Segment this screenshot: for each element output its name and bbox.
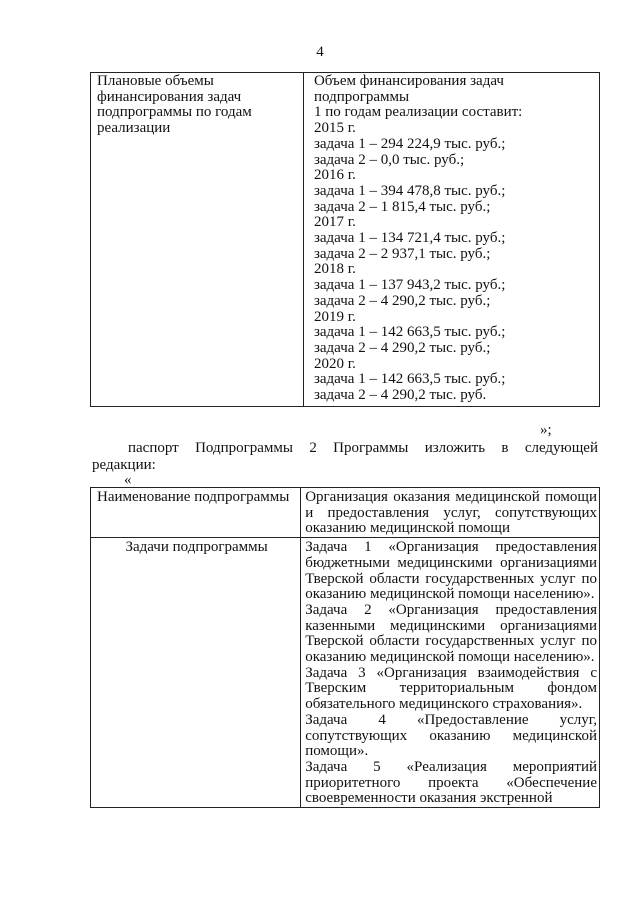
- financing-line: 1 по годам реализации составит:: [313, 104, 523, 121]
- tasks-value: [301, 538, 600, 808]
- task-item: Задача 1 «Организация предоставления бюджетными медицинскими организациями Тверской области государственных услуг по оказанию медицинской помощи населению».: [305, 539, 597, 603]
- financing-line: задача 1 – 294 224,9 тыс. руб.;: [313, 135, 506, 152]
- tasks-label: Задачи подпрограммы: [91, 538, 301, 808]
- name-label: Наименование подпрограммы: [91, 488, 301, 538]
- financing-label: Плановые объемы финансирования задач подпрограммы по годам реализации: [91, 73, 304, 407]
- closing-quote: »;: [540, 422, 552, 438]
- financing-line: задача 2 – 1 815,4 тыс. руб.;: [313, 198, 491, 215]
- financing-line: 2020 г.: [313, 355, 356, 372]
- page-number: 4: [316, 44, 324, 60]
- financing-line: задача 2 – 2 937,1 тыс. руб.;: [313, 245, 491, 262]
- financing-line: задача 1 – 142 663,5 тыс. руб.;: [313, 324, 506, 341]
- financing-table: [90, 72, 600, 407]
- financing-line: 2017 г.: [313, 214, 356, 231]
- paragraph-line-2: редакции:: [92, 457, 156, 473]
- name-value: Организация оказания медицинской помощи и предоставления услуг, сопутствующих оказанию медицинской помощи: [301, 488, 600, 538]
- financing-line: Объем финансирования задач подпрограммы: [313, 73, 504, 105]
- financing-line: задача 2 – 4 290,2 тыс. руб.;: [313, 292, 491, 309]
- financing-line: задача 1 – 394 478,8 тыс. руб.;: [313, 182, 506, 199]
- financing-line: 2019 г.: [313, 308, 356, 325]
- paragraph-line-1: паспорт Подпрограммы 2 Программы изложить в следующей: [128, 440, 598, 456]
- financing-values: [303, 73, 599, 407]
- task-item: Задача 3 «Организация взаимодействия с Тверским территориальным фондом обязательного медицинского страхования».: [305, 664, 597, 713]
- financing-line: задача 2 – 0,0 тыс. руб.;: [313, 151, 465, 168]
- financing-line: 2018 г.: [313, 261, 356, 278]
- passport-table: [90, 487, 600, 808]
- financing-line: 2015 г.: [313, 120, 356, 137]
- financing-line: задача 1 – 142 663,5 тыс. руб.;: [313, 371, 506, 388]
- task-item: Задача 5 «Реализация мероприятий приоритетного проекта «Обеспечение своевременности оказания экстренной: [305, 758, 597, 807]
- financing-line: 2016 г.: [313, 167, 356, 184]
- task-item: Задача 2 «Организация предоставления казенными медицинскими организациями Тверской области государственных услуг по оказанию медицинской помощи населению».: [305, 601, 597, 666]
- instruction-paragraph: [92, 440, 598, 474]
- financing-line: задача 2 – 4 290,2 тыс. руб.;: [313, 339, 491, 356]
- financing-line: задача 2 – 4 290,2 тыс. руб.: [313, 387, 487, 404]
- financing-line: задача 1 – 137 943,2 тыс. руб.;: [313, 277, 506, 294]
- task-item: Задача 4 «Предоставление услуг, сопутствующих оказанию медицинской помощи».: [305, 711, 597, 760]
- opening-quote: «: [124, 472, 132, 488]
- financing-line: задача 1 – 134 721,4 тыс. руб.;: [313, 230, 506, 247]
